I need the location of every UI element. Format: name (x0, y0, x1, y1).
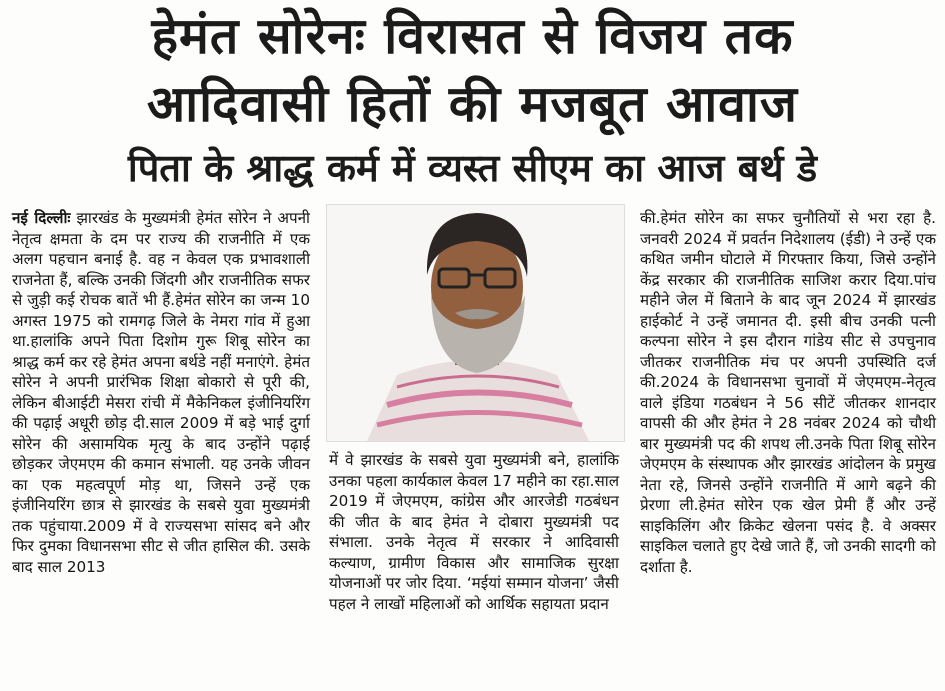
headline-line-1: हेमंत सोरेनः विरासत से विजय तक (151, 7, 794, 65)
article-column-1 (12, 208, 310, 577)
article-column-3: की.हेमंत सोरेन का सफर चुनौतियों से भरा रहा है. जनवरी 2024 में प्रवर्तन निदेशालय (ईडी) ने उन्हें एक कथित जमीन घोटाले में गिरफ्तार किया, जिसे उन्होंने केंद्र सरकार की राजनीतिक साजिश करार दिया.पांच महीने जेल में बिताने के बाद जून 2024 में झारखंड हाईकोर्ट ने उन्हें जमानत दी. इसी बीच उनकी पत्नी कल्पना सोरेन ने इस दौरान गांडेय सीट से उपचुनाव जीतकर राजनीतिक मंच पर अपनी उपस्थिति दर्ज की.2024 के विधानसभा चुनावों में जेएमएम-नेतृत्व वाले इंडिया गठबंधन ने 56 सीटें जीतकर शानदार वापसी की और हेमंत ने 28 नवंबर 2024 को चौथी बार मुख्यमंत्री पद की शपथ ली.उनके पिता शिबू सोरेन जेएमएम के संस्थापक और झारखंड आंदोलन के प्रमुख नेता रहे, जिनसे उन्होंने राजनीति में आगे बढ़ने की प्रेरणा ली.हेमंत सोरेन एक खेल प्रेमी हैं और उन्हें साइकिलिंग और क्रिकेट खेलना पसंद है. वे अक्सर साइकिल चलाते हुए देखे जाते हैं, जो उनकी सादगी को दर्शाता है. (640, 209, 936, 576)
portrait-photo (326, 204, 625, 442)
subheading: पिता के श्राद्ध कर्म में व्यस्त सीएम का आज बर्थ डे (127, 146, 818, 190)
article-column-2: में वे झारखंड के सबसे युवा मुख्यमंत्री बने, हालांकि उनका पहला कार्यकाल केवल 17 महीने का रहा.साल 2019 में जेएमएम, कांग्रेस और आरजेडी गठबंधन की जीत के बाद हेमंत ने दोबारा मुख्यमंत्री पद संभाला. उनके नेतृत्व में सरकार ने आदिवासी कल्याण, ग्रामीण विकास और सामाजिक सुरक्षा योजनाओं पर जोर दिया. ‘मईयां सम्मान योजना’ जैसी पहल ने लाखों महिलाओं को आर्थिक सहायता प्रदान (329, 451, 619, 613)
headline-line-2: आदिवासी हितों की मजबूत आवाज (146, 75, 799, 133)
portrait-icon (327, 205, 624, 441)
article-column-1-text: झारखंड के मुख्यमंत्री हेमंत सोरेन ने अपनी नेतृत्व क्षमता के दम पर राज्य की राजनीति में एक अलग पहचान बनाई है. वह न केवल एक प्रभावशाली राजनेता हैं, बल्कि उनकी जिंदगी और राजनीतिक सफर से जुड़ी कई रोचक बातें भी हैं.हेमंत सोरेन का जन्म 10 अगस्त 1975 को रामगढ़ जिले के नेमरा गांव में हुआ था.हालांकि अपने पिता दिशोम गुरू शिबू सोरेन का श्राद्ध कर्म कर रहे हेमंत अपना बर्थडे नहीं मनाएंगे. हेमंत सोरेन ने अपनी प्रारंभिक शिक्षा बोकारो से पूरी की, लेकिन बीआईटी मेसरा रांची में मैकेनिकल इंजीनियरिंग की पढ़ाई अधूरी छोड़ दी.साल 2009 में बड़े भाई दुर्गा सोरेन की असामयिक मृत्यु के बाद उन्होंने पढ़ाई छोड़कर जेएमएम की कमान संभाली. यह उनके जीवन का एक महत्वपूर्ण मोड़ था, जिसने उन्हें एक इंजीनियरिंग छात्र से झारखंड के सबसे युवा मुख्यमंत्री तक पहुंचाया.2009 में वे राज्यसभा सांसद बने और फिर दुमका विधानसभा सीट से जीत हासिल की. उसके बाद साल 2013 (12, 209, 310, 576)
dateline: नई दिल्लीः (12, 209, 71, 227)
